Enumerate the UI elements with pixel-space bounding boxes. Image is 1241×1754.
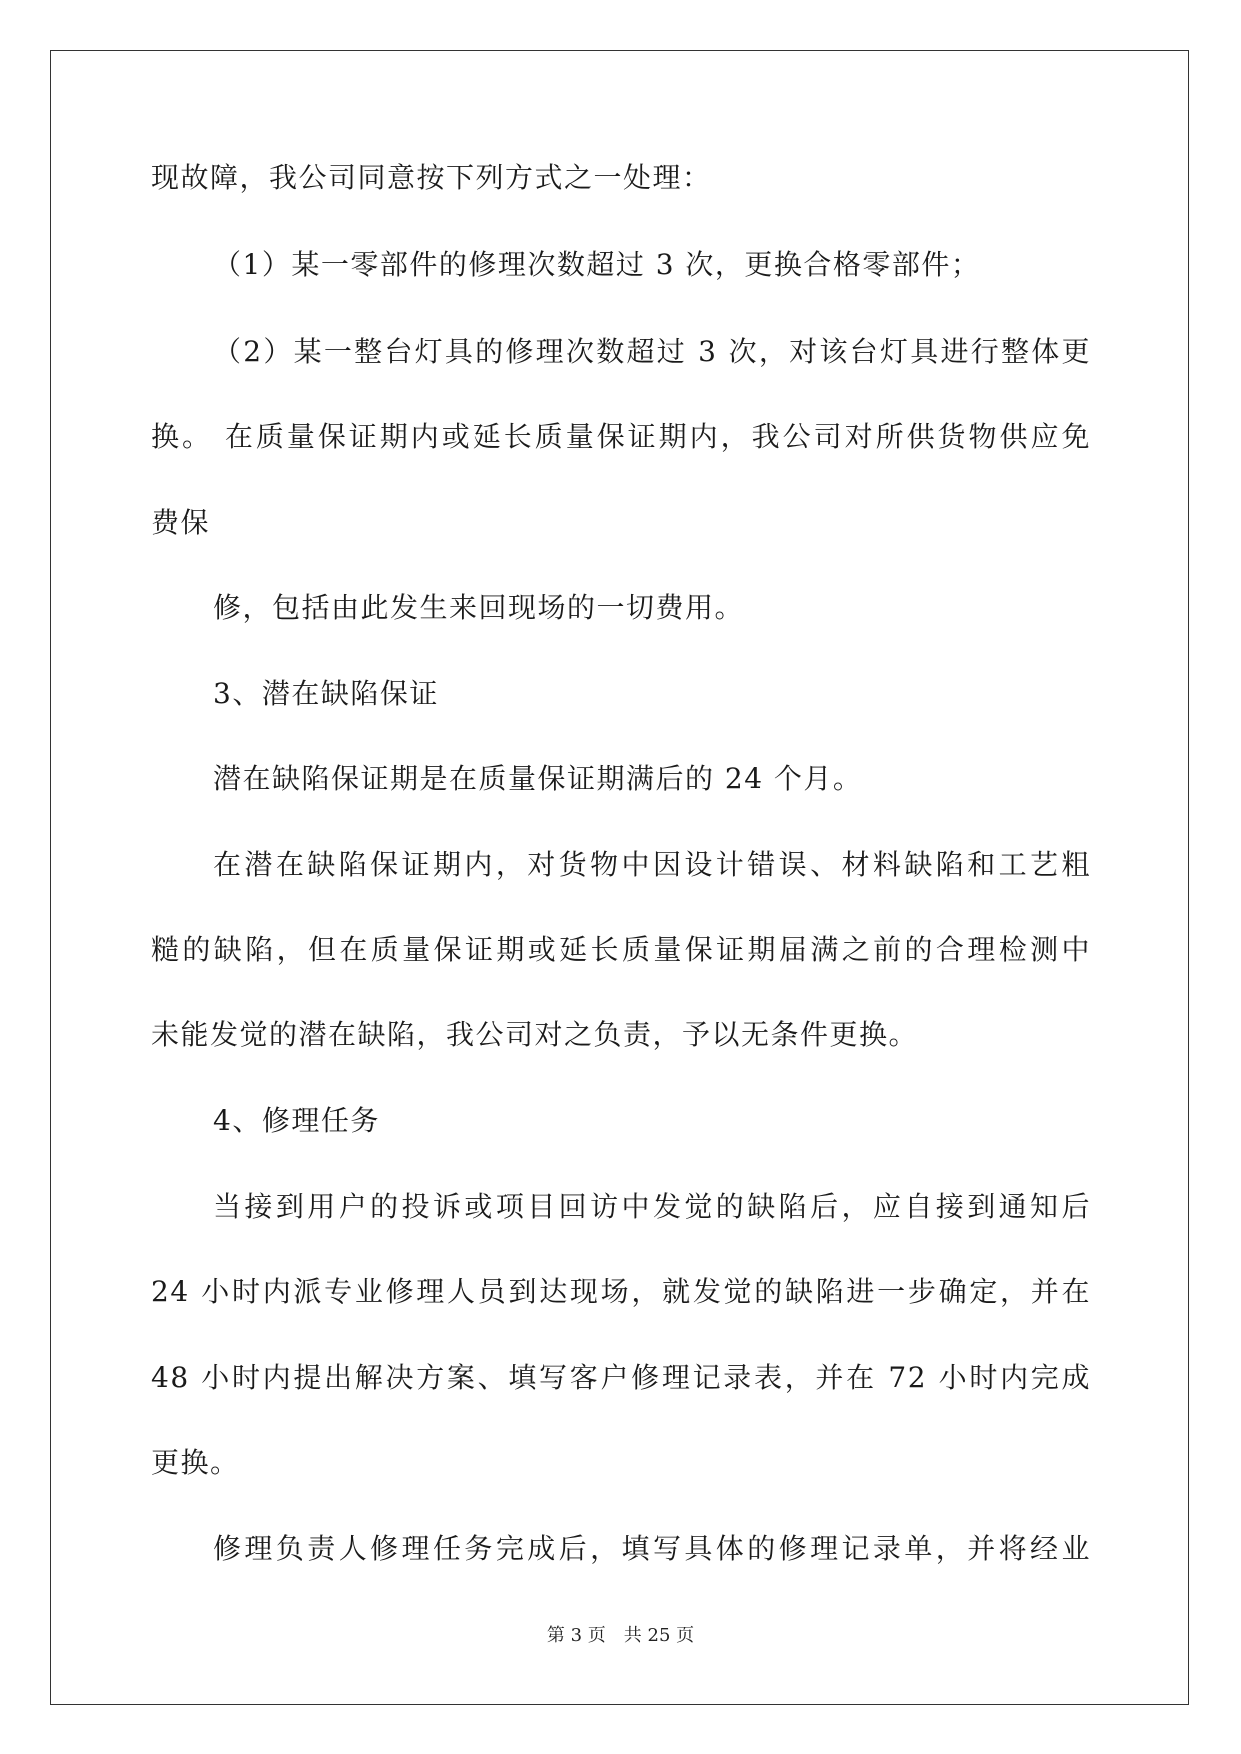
text-line: 未能发觉的潜在缺陷，我公司对之负责，予以无条件更换。 [151, 1018, 919, 1051]
text-line: 48 小时内提出解决方案、填写客户修理记录表，并在 72 小时内完成 [151, 1361, 1091, 1394]
text-line: 修理负责人修理任务完成后，填写具体的修理记录单，并将经业 [213, 1532, 1091, 1565]
text-line: 糙的缺陷，但在质量保证期或延长质量保证期届满之前的合理检测中 [151, 933, 1091, 966]
text-line: 换。 在质量保证期内或延长质量保证期内，我公司对所供货物供应免 [151, 420, 1091, 453]
text-line: 费保 [151, 506, 211, 539]
section-heading: 4、修理任务 [213, 1104, 380, 1137]
text-line: 潜在缺陷保证期是在质量保证期满后的 24 个月。 [213, 762, 863, 795]
text-line: 现故障，我公司同意按下列方式之一处理： [151, 161, 712, 194]
text-line: 24 小时内派专业修理人员到达现场，就发觉的缺陷进一步确定，并在 [151, 1275, 1091, 1308]
text-line: 当接到用户的投诉或项目回访中发觉的缺陷后，应自接到通知后 [213, 1190, 1091, 1223]
text-line: （1）某一零部件的修理次数超过 3 次，更换合格零部件； [213, 248, 981, 281]
text-line: 在潜在缺陷保证期内，对货物中因设计错误、材料缺陷和工艺粗 [213, 848, 1091, 881]
text-line: 修，包括由此发生来回现场的一切费用。 [213, 591, 745, 624]
page-number: 第 3 页 共 25 页 [546, 1625, 695, 1646]
text-line: （2）某一整台灯具的修理次数超过 3 次，对该台灯具进行整体更 [213, 335, 1091, 368]
text-line: 更换。 [151, 1446, 240, 1479]
section-heading: 3、潜在缺陷保证 [213, 677, 439, 710]
